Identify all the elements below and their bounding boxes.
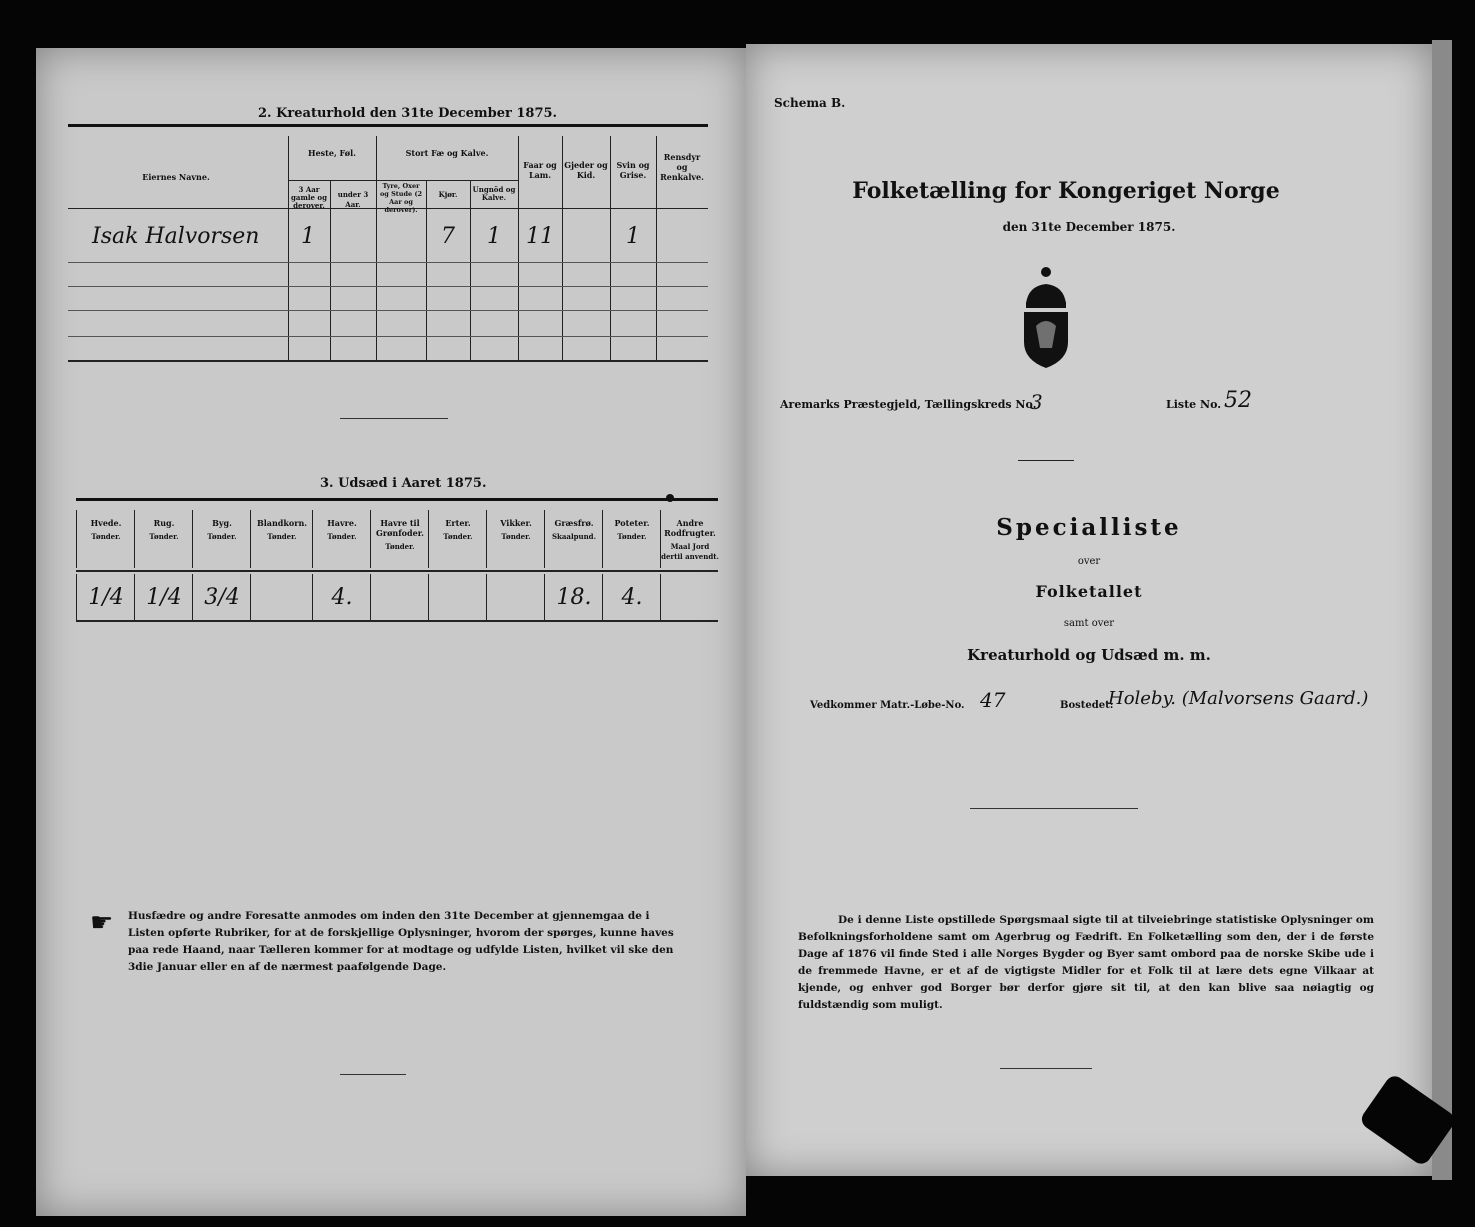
udsaed-col-label: Byg. [212, 518, 232, 528]
udsaed-col-unit: Tønder. [327, 532, 357, 541]
bottom-divider [340, 1074, 406, 1075]
bosted-value: Holeby. (Malvorsens Gaard.) [1108, 688, 1369, 709]
udsaed-value: 3/4 [192, 574, 251, 622]
col-header-svin: Svin og Grise. [616, 160, 650, 180]
col-header-name: Eiernes Navne. [142, 172, 210, 182]
col-header-stort: Stort Fæ og Kalve. [405, 148, 489, 158]
explanation-paragraph: De i denne Liste opstillede Spørgsmaal sigte til at tilveiebringe statistiske Oplysninger om Befolkningsforholdene samt om Agerbrug og Fædrift. En Folketælling som den, der i de første Dage af 1876 vil finde Sted i alle Norges Bygder og Byer samt ombord paa de norske Skibe ude i de fremmede Havne, er et af de vigtigste Midler for et Folk til at lære dets egne Vilkaar at kjende, og enhver god Borger bør derfor gjøre sit til, at den kan blive saa nøiagtig og fuldstændig som muligt. [798, 914, 1374, 1011]
heste-3aar-value: 1 [301, 224, 315, 249]
kjor-value: 7 [441, 224, 455, 249]
udsaed-col-label: Vikker. [500, 518, 532, 528]
udsaed-col-header [312, 510, 371, 568]
udsaed-value [370, 574, 429, 622]
samt-over-label: samt over [1063, 618, 1115, 629]
t2-row-rule [68, 262, 708, 263]
udsaed-value: 4. [602, 574, 661, 622]
t2-row-rule [68, 336, 708, 337]
udsaed-col-header [602, 510, 661, 568]
table2-bottom-rule [68, 360, 708, 362]
udsaed-col-unit: Tønder. [91, 532, 121, 541]
udsaed-value [486, 574, 545, 622]
udsaed-value-row [76, 574, 718, 624]
matr-label: Vedkommer Matr.-Løbe-No. [810, 700, 965, 711]
prestegjeld-label: Aremarks Præstegjeld, Tællingskreds No. [780, 398, 1037, 411]
left-page [36, 48, 746, 1216]
udsaed-col-header [486, 510, 545, 568]
col-header-gjeder: Gjeder og Kid. [564, 160, 608, 180]
udsaed-col-header [192, 510, 251, 568]
udsaed-value [428, 574, 487, 622]
ink-dot [666, 494, 674, 502]
udsaed-col-label: Erter. [445, 518, 471, 528]
udsaed-col-label: Havre. [327, 518, 357, 528]
t2-subheader-rule [288, 180, 518, 181]
page-stack-edge [1432, 40, 1452, 1180]
udsaed-col-unit: Tønder. [443, 532, 473, 541]
col-header-heste-sub1: 3 Aar gamle og derover. [291, 185, 327, 210]
udsaed-col-header [660, 510, 719, 568]
pointing-hand-icon: ☛ [90, 908, 114, 938]
col-header-stort-sub2: Kjør. [438, 190, 458, 199]
short-rule [1018, 460, 1074, 461]
col-header-rensdyr: Rensdyr og Renkalve. [660, 152, 704, 182]
divider-rule [340, 418, 448, 419]
ungnod-value: 1 [487, 224, 501, 249]
t2-vline [376, 136, 377, 360]
table3-bottom-rule [76, 620, 718, 622]
udsaed-col-unit: Tønder. [501, 532, 531, 541]
udsaed-header-row [76, 510, 718, 570]
udsaed-col-label: Rug. [153, 518, 175, 528]
udsaed-value: 1/4 [134, 574, 193, 622]
schema-label: Schema B. [774, 96, 846, 110]
udsaed-col-label: Hvede. [90, 518, 122, 528]
udsaed-value: 1/4 [76, 574, 135, 622]
udsaed-col-header [370, 510, 429, 568]
udsaed-value [660, 574, 719, 622]
col-header-faar: Faar og Lam. [523, 160, 557, 180]
liste-number: 52 [1224, 388, 1252, 413]
udsaed-value [250, 574, 313, 622]
kreds-number: 3 [1030, 390, 1043, 414]
udsaed-col-unit: Tønder. [617, 532, 647, 541]
main-title: Folketælling for Kongeriget Norge [852, 178, 1280, 204]
matr-number: 47 [980, 688, 1006, 712]
udsaed-col-unit: Maal Jord dertil anvendt. [661, 542, 719, 561]
owner-name: Isak Halvorsen [92, 224, 260, 249]
col-header-stort-sub3: Ungnöd og Kalve. [472, 185, 516, 202]
bosted-label: Bostedet: [1060, 700, 1114, 711]
udsaed-col-header [544, 510, 603, 568]
kreaturhold-label: Kreaturhold og Udsæd m. m. [967, 646, 1211, 664]
udsaed-col-unit: Tønder. [149, 532, 179, 541]
col-header-heste-sub2: under 3 Aar. [337, 190, 369, 209]
col-header-stort-sub1: Tyre, Oxer og Stude (2 Aar og derover). [379, 182, 423, 214]
t2-row-rule [68, 286, 708, 287]
section2-title: 2. Kreaturhold den 31te December 1875. [258, 106, 558, 121]
udsaed-value: 4. [312, 574, 371, 622]
over-label: over [1077, 556, 1101, 567]
faar-value: 11 [526, 224, 554, 249]
t2-row-rule [68, 310, 708, 311]
udsaed-col-label: Blandkorn. [256, 518, 308, 528]
udsaed-col-unit: Tønder. [267, 532, 297, 541]
udsaed-col-label: Græsfrø. [554, 518, 594, 528]
svin-value: 1 [626, 224, 640, 249]
section3-title: 3. Udsæd i Aaret 1875. [320, 476, 487, 491]
udsaed-col-label: Poteter. [614, 518, 650, 528]
coat-of-arms-icon [1016, 264, 1076, 370]
end-rule [1000, 1068, 1092, 1069]
liste-label: Liste No. [1166, 398, 1222, 411]
udsaed-col-header [134, 510, 193, 568]
udsaed-col-label: Andre Rodfrugter. [664, 518, 716, 538]
udsaed-col-label: Havre til Grønfoder. [376, 518, 424, 538]
right-page [746, 44, 1432, 1176]
t2-vline [426, 180, 427, 360]
table3-header-rule [76, 570, 718, 572]
udsaed-col-unit: Tønder. [207, 532, 237, 541]
notice-text: Husfædre og andre Foresatte anmodes om inden den 31te December at gjennemgaa de i Listen opførte Rubriker, for at de forskjellige Oplysninger, hvorom der spørges, kunne haves paa rede Haand, naar Tælleren kommer for at modtage og udfylde Listen, hvilket vil ske den 3die Januar eller en af de nærmest paafølgende Dage. [128, 910, 674, 973]
udsaed-col-header [250, 510, 313, 568]
udsaed-value: 18. [544, 574, 603, 622]
census-date: den 31te December 1875. [1002, 220, 1176, 234]
udsaed-col-header [428, 510, 487, 568]
t2-vline [470, 180, 471, 360]
udsaed-col-header [76, 510, 135, 568]
mid-rule [970, 808, 1138, 809]
col-header-heste: Heste, Føl. [308, 148, 356, 158]
udsaed-col-unit: Skaalpund. [551, 532, 597, 541]
table2-top-rule [68, 124, 708, 127]
specialliste-title: Specialliste [996, 514, 1182, 541]
folketallet-label: Folketallet [1035, 582, 1143, 601]
table3-top-rule [76, 498, 718, 501]
udsaed-col-unit: Tønder. [385, 542, 415, 551]
